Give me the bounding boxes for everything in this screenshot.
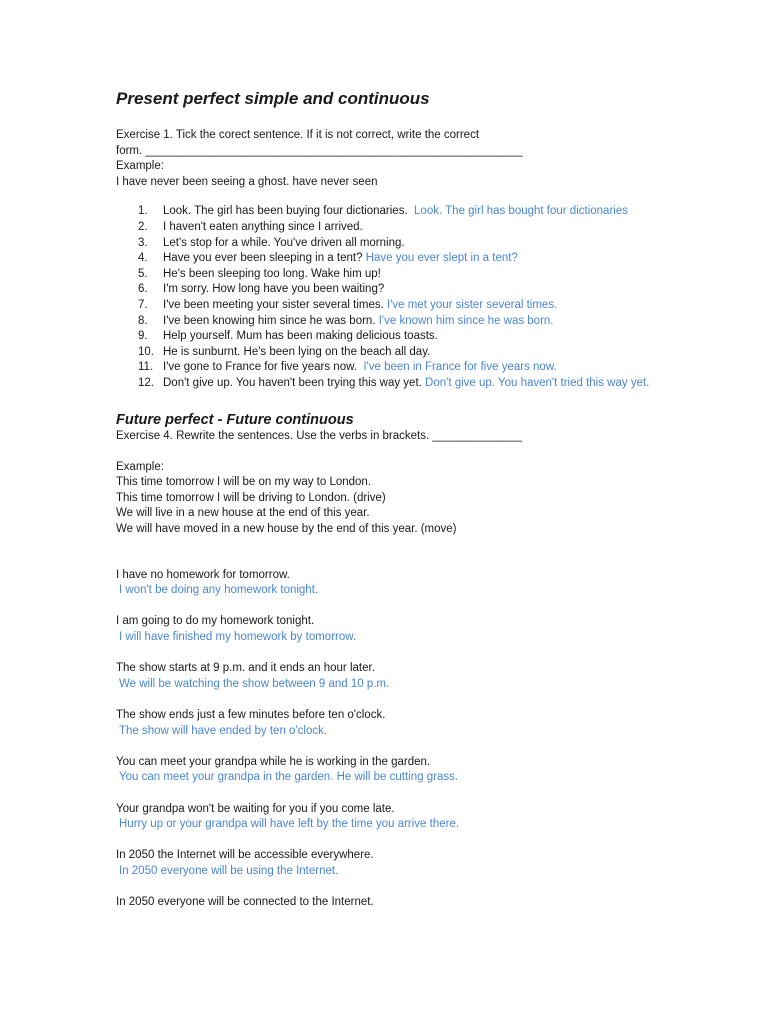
answer-text: We will be watching the show between 9 and 10 p.m. [119, 677, 390, 690]
exercise-pair [116, 568, 656, 599]
list-item: 2. I haven't eaten anything since I arrived. [138, 220, 363, 233]
prompt-text: I am going to do my homework tonight. [116, 615, 315, 628]
example-line: I have never been seeing a ghost. have never seen [116, 175, 378, 188]
section2-title: Future perfect - Future continuous [116, 411, 354, 428]
list-item: 7. I've been meeting your sister several times. I've met your sister several times. [138, 298, 558, 311]
answer-text: You can meet your grandpa in the garden. He will be cutting grass. [119, 771, 459, 784]
answer-text: In 2050 everyone will be using the Internet. [119, 864, 339, 877]
prompt-text: The show starts at 9 p.m. and it ends an hour later. [116, 662, 375, 675]
exercise1-instruction: Exercise 1. Tick the corect sentence. If it is not correct, write the correct [116, 129, 480, 141]
exercise-pair [116, 708, 656, 739]
exercise-pair [116, 614, 656, 645]
list-item: 1. Look. The girl has been buying four dictionaries. Look. The girl has bought four dictionaries [138, 205, 628, 218]
answer-text: Don't give up. You haven't tried this way yet. [425, 376, 650, 389]
section1-title: Present perfect simple and continuous [116, 89, 430, 108]
list-item: 11. I've gone to France for five years now. I've been in France for five years now. [138, 361, 557, 374]
answer-text: Look. The girl has bought four dictionaries [414, 205, 628, 218]
answer-text: Have you ever slept in a tent? [365, 252, 518, 265]
list-item: 12. Don't give up. You haven't been trying this way yet. Don't give up. You haven't tried this way yet. [138, 376, 650, 389]
list-item: 4. Have you ever been sleeping in a tent? Have you ever slept in a tent? [138, 252, 518, 265]
list-item: 8. I've been knowing him since he was born. I've known him since he was born. [138, 314, 554, 327]
list-item: 9. Help yourself. Mum has been making delicious toasts. [138, 330, 438, 343]
prompt-text: The show ends just a few minutes before ten o'clock. [116, 709, 386, 721]
document-content [116, 88, 656, 911]
prompt-text: In 2050 everyone will be connected to the Internet. [116, 896, 374, 909]
list-item: 5. He's been sleeping too long. Wake him up! [138, 267, 381, 280]
exercise-pair [116, 848, 656, 879]
exercise-pair [116, 661, 656, 692]
example-label: Example: [116, 160, 164, 173]
answer-text: I've been in France for five years now. [363, 361, 557, 374]
exercise-pair [116, 895, 656, 911]
exercise1-instruction-line2: form. ___________________________________________________________ [116, 144, 523, 157]
example-line: We will live in a new house at the end of this year. [116, 507, 370, 520]
list-item: 10. He is sunburnt. He's been lying on the beach all day. [138, 345, 431, 358]
example-label: Example: [116, 460, 164, 473]
answer-text: I've met your sister several times. [387, 298, 558, 311]
example-line: This time tomorrow I will be on my way to London. [116, 476, 372, 489]
exercise1-list [116, 204, 656, 391]
list-item: 3. Let's stop for a while. You've driven all morning. [138, 236, 405, 249]
answer-text: The show will have ended by ten o'clock. [119, 724, 328, 737]
answer-text: I won't be doing any homework tonight. [119, 584, 319, 597]
prompt-text: Your grandpa won't be waiting for you if you come late. [116, 802, 395, 815]
exercise4-instruction: Exercise 4. Rewrite the sentences. Use the verbs in brackets. ______________ [116, 429, 522, 442]
answer-text: I will have finished my homework by tomorrow. [119, 631, 357, 644]
prompt-text: I have no homework for tomorrow. [116, 568, 290, 581]
exercise-pair [116, 802, 656, 833]
example-line: This time tomorrow I will be driving to London. (drive) [116, 491, 386, 504]
answer-text: I've known him since he was born. [378, 314, 554, 327]
answer-text: Hurry up or your grandpa will have left by the time you arrive there. [119, 818, 460, 831]
prompt-text: You can meet your grandpa while he is working in the garden. [116, 755, 431, 768]
list-item: 6. I'm sorry. How long have you been waiting? [138, 283, 385, 296]
prompt-text: In 2050 the Internet will be accessible everywhere. [116, 849, 374, 862]
example-line: We will have moved in a new house by the end of this year. (move) [116, 523, 457, 536]
exercise-pair [116, 755, 656, 786]
